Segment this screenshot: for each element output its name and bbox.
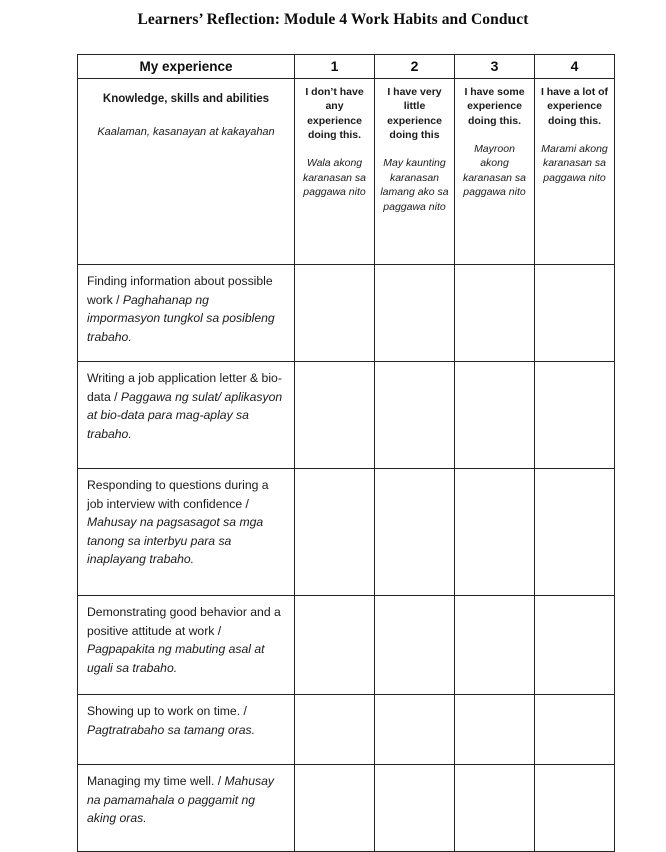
item-6-filipino: Mahusay na pamamahala o paggamit ng aking oras. [87, 774, 274, 826]
knowledge-skills-abilities-filipino: Kaalaman, kasanayan at kakayahan [97, 125, 275, 138]
response-cell-6-2[interactable] [375, 765, 455, 852]
response-cell-2-2[interactable] [375, 362, 455, 469]
item-3-filipino: Mahusay na pagsasagot sa mga tanong sa interbyu para sa inaplayang trabaho. [87, 515, 264, 567]
response-cell-4-4[interactable] [535, 596, 615, 695]
item-1-english: Finding information about possible work / [87, 274, 273, 307]
table-header-row [78, 55, 615, 79]
scale-4-filipino: Marami akong karanasan sa paggawa nito [541, 142, 608, 184]
scale-description-3 [455, 79, 535, 265]
table-row [78, 469, 615, 596]
response-cell-6-1[interactable] [295, 765, 375, 852]
item-text-4 [78, 596, 295, 695]
response-cell-4-3[interactable] [455, 596, 535, 695]
scale-3-filipino: Mayroon akong karanasan sa paggawa nito [462, 142, 527, 199]
response-cell-1-4[interactable] [535, 265, 615, 362]
table-row [78, 265, 615, 362]
table-row [78, 765, 615, 852]
response-cell-6-3[interactable] [455, 765, 535, 852]
knowledge-skills-abilities-english: Knowledge, skills and abilities [102, 93, 270, 105]
header-scale-3: 3 [455, 55, 535, 79]
response-cell-2-1[interactable] [295, 362, 375, 469]
response-cell-5-3[interactable] [455, 695, 535, 765]
item-1-filipino: Paghahanap ng impormasyon tungkol sa posibleng trabaho. [87, 292, 275, 344]
response-cell-5-2[interactable] [375, 695, 455, 765]
scale-description-row [78, 79, 615, 265]
response-cell-3-2[interactable] [375, 469, 455, 596]
table-row [78, 362, 615, 469]
response-cell-5-4[interactable] [535, 695, 615, 765]
response-cell-1-1[interactable] [295, 265, 375, 362]
item-text-6 [78, 765, 295, 852]
scale-1-english: I don’t have any experience doing this. [305, 86, 364, 141]
knowledge-skills-abilities-cell [78, 79, 295, 265]
response-cell-6-4[interactable] [535, 765, 615, 852]
item-6-english: Managing my time well. / [87, 774, 225, 788]
item-text-5 [78, 695, 295, 765]
header-my-experience: My experience [78, 55, 295, 79]
item-5-english: Showing up to work on time. / [87, 704, 247, 718]
table-row [78, 695, 615, 765]
response-cell-3-3[interactable] [455, 469, 535, 596]
response-cell-5-1[interactable] [295, 695, 375, 765]
item-text-1 [78, 265, 295, 362]
item-3-english: Responding to questions during a job interview with confidence / [87, 478, 269, 511]
scale-2-english: I have very little experience doing this [387, 86, 442, 141]
item-5-filipino: Pagtratrabaho sa tamang oras. [87, 722, 256, 737]
response-cell-2-3[interactable] [455, 362, 535, 469]
header-scale-1: 1 [295, 55, 375, 79]
item-4-english: Demonstrating good behavior and a positive attitude at work / [87, 605, 281, 638]
response-cell-1-2[interactable] [375, 265, 455, 362]
scale-2-filipino: May kaunting karanasan lamang ako sa paggawa nito [380, 157, 449, 213]
scale-3-english: I have some experience doing this. [464, 86, 525, 127]
scale-4-english: I have a lot of experience doing this. [540, 86, 609, 127]
page-title: Learners’ Reflection: Module 4 Work Habits and Conduct [137, 11, 529, 28]
item-text-2 [78, 362, 295, 469]
response-cell-2-4[interactable] [535, 362, 615, 469]
response-cell-4-2[interactable] [375, 596, 455, 695]
response-cell-3-1[interactable] [295, 469, 375, 596]
header-scale-4: 4 [535, 55, 615, 79]
response-cell-3-4[interactable] [535, 469, 615, 596]
table-row [78, 596, 615, 695]
item-4-filipino: Pagpapakita ng mabuting asal at ugali sa trabaho. [87, 642, 265, 675]
response-cell-1-3[interactable] [455, 265, 535, 362]
item-2-english: Writing a job application letter & bio-data / [87, 371, 282, 404]
response-cell-4-1[interactable] [295, 596, 375, 695]
reflection-table [77, 54, 615, 852]
header-scale-2: 2 [375, 55, 455, 79]
scale-description-2 [375, 79, 455, 265]
scale-description-1 [295, 79, 375, 265]
scale-1-filipino: Wala akong karanasan sa paggawa nito [302, 157, 367, 199]
item-text-3 [78, 469, 295, 596]
item-2-filipino: Paggawa ng sulat/ aplikasyon at bio-data para mag-aplay sa trabaho. [87, 389, 283, 441]
scale-description-4 [535, 79, 615, 265]
